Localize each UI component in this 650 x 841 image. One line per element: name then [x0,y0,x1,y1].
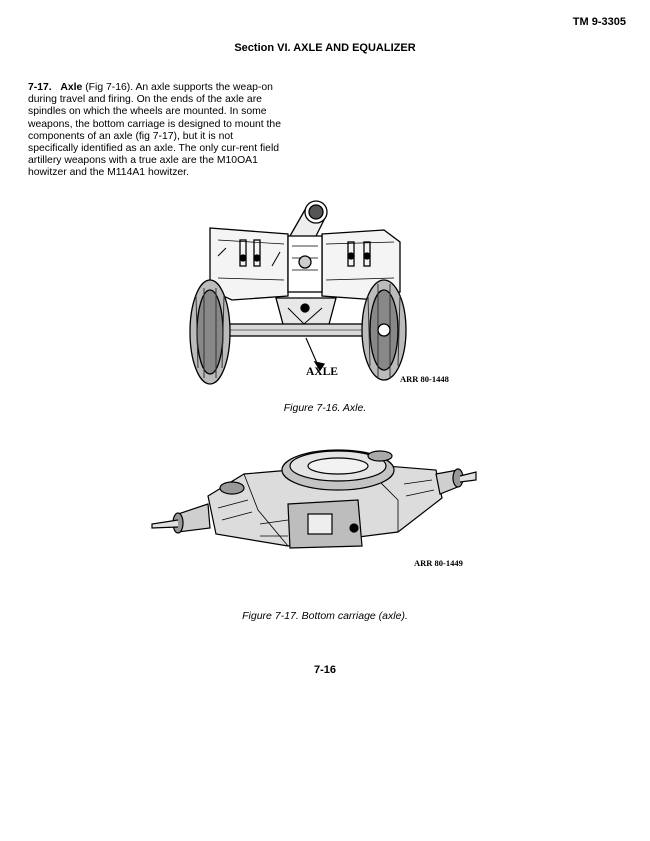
paragraph-7-17 [28,82,286,180]
figure-7-16-illustration [188,196,438,388]
figure-7-17-illustration [148,440,478,564]
section-title: Section VI. AXLE AND EQUALIZER [234,42,416,54]
page-number: 7-16 [313,664,337,676]
figure-7-17-stamp: ARR 80-1449 [414,558,463,568]
figure-7-16-stamp: ARR 80-1448 [400,374,449,384]
paragraph-number: 7-17. [28,82,52,93]
paragraph-heading: Axle [60,82,83,93]
paragraph-body: (Fig 7-16). An axle supports the weap-on during travel and firing. On the ends of the axle are spindles on which the wheels are mounted. In some weapons, the bottom carriage is designed to mount the components of an axle (fig 7-17), but it is not specifically identified as an axle. The only cur-rent field artillery weapons with a true axle are the M10OA1 howitzer and the M114A1 howitzer. [28,82,281,179]
axle-callout-label: AXLE [306,366,338,378]
figure-7-16-caption: Figure 7-16. Axle. [283,402,367,414]
figure-7-17-caption: Figure 7-17. Bottom carriage (axle). [242,610,408,622]
document-id: TM 9-3305 [572,16,626,28]
